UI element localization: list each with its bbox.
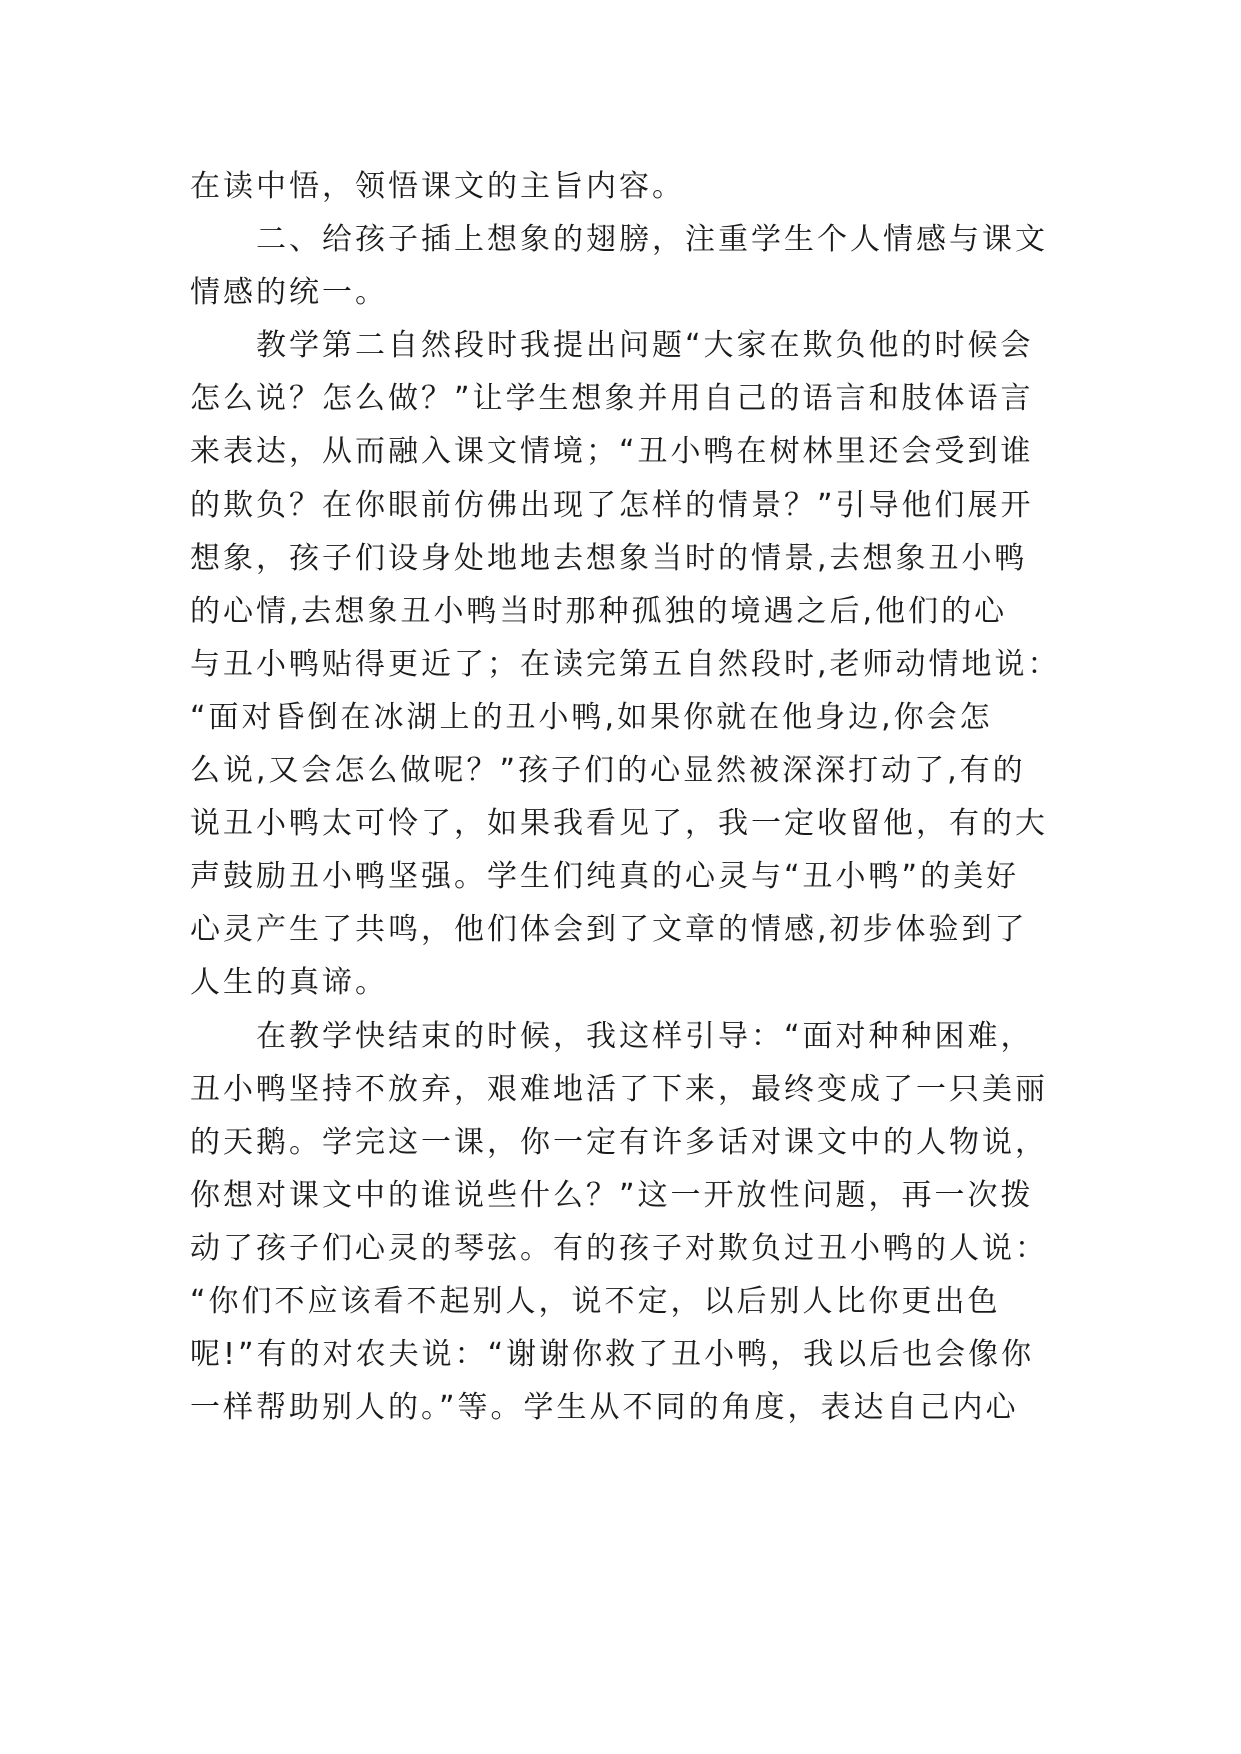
text-line: 的欺负？在你眼前仿佛出现了怎样的情景？”引导他们展开 — [190, 487, 1034, 523]
text-line: 说丑小鸭太可怜了，如果我看见了，我一定收留他，有的大 — [190, 806, 1048, 842]
text-line: “面对昏倒在冰湖上的丑小鸭,如果你就在他身边,你会怎 — [190, 699, 993, 735]
text-line: 呢!”有的对农夫说：“谢谢你救了丑小鸭，我以后也会像你 — [190, 1337, 1035, 1373]
text-line: 丑小鸭坚持不放弃，艰难地活了下来，最终变成了一只美丽 — [190, 1071, 1048, 1107]
text-line: 怎么说？怎么做？”让学生想象并用自己的语言和肢体语言 — [190, 381, 1034, 417]
text-line: “你们不应该看不起别人，说不定，以后别人比你更出色 — [190, 1283, 1001, 1319]
text-line: 人生的真谛。 — [190, 965, 388, 1001]
text-line: 你想对课文中的谁说些什么？”这一开放性问题，再一次拨 — [190, 1177, 1034, 1213]
paragraph-start-line: 在教学快结束的时候，我这样引导：“面对种种困难， — [256, 1018, 1034, 1054]
text-line: 动了孩子们心灵的琴弦。有的孩子对欺负过丑小鸭的人说： — [190, 1230, 1048, 1266]
text-line: 的天鹅。学完这一课，你一定有许多话对课文中的人物说， — [190, 1124, 1048, 1160]
text-line: 声鼓励丑小鸭坚强。学生们纯真的心灵与“丑小鸭”的美好 — [190, 859, 1020, 895]
text-line: 么说,又会怎么做呢？”孩子们的心显然被深深打动了,有的 — [190, 753, 1026, 789]
body-text — [190, 160, 1070, 1434]
text-line: 的心情,去想象丑小鸭当时那种孤独的境遇之后,他们的心 — [190, 593, 1008, 629]
paragraph-start-line: 教学第二自然段时我提出问题“大家在欺负他的时候会 — [256, 328, 1034, 364]
text-line: 来表达，从而融入课文情境；“丑小鸭在树林里还会受到谁 — [190, 434, 1034, 470]
text-line: 在读中悟，领悟课文的主旨内容。 — [190, 169, 685, 204]
text-line: 想象，孩子们设身处地地去想象当时的情景,去想象丑小鸭 — [190, 540, 1028, 576]
paragraph-start-line: 二、给孩子插上想象的翅膀，注重学生个人情感与课文 — [256, 222, 1048, 258]
text-line: 情感的统一。 — [190, 275, 388, 311]
text-line: 一样帮助别人的。”等。学生从不同的角度，表达自己内心 — [190, 1390, 1019, 1426]
text-line: 与丑小鸭贴得更近了；在读完第五自然段时,老师动情地说： — [190, 646, 1061, 682]
text-line: 心灵产生了共鸣，他们体会到了文章的情感,初步体验到了 — [190, 912, 1028, 948]
